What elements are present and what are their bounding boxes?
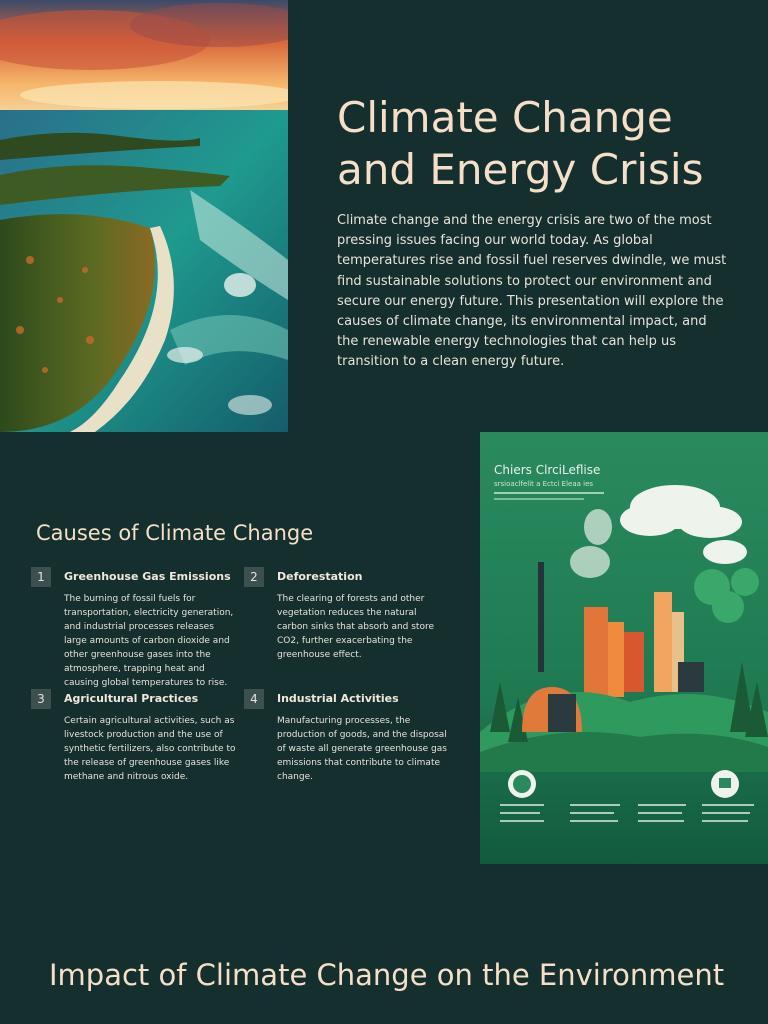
cause-item-deforestation [250, 570, 477, 662]
cause-item-greenhouse-gas [37, 570, 264, 690]
cause-title: Industrial Activities [277, 692, 399, 705]
title-line-1: Climate Change [337, 93, 673, 142]
causes-heading: Causes of Climate Change [36, 521, 314, 545]
cause-number-badge: 2 [244, 567, 264, 587]
cause-description: Manufacturing processes, the production of goods, and the disposal of waste all generate greenhouse gas emissions that contribute to climate change. [277, 716, 447, 782]
impact-heading: Impact of Climate Change on the Environment [49, 958, 725, 992]
intro-paragraph: Climate change and the energy crisis are two of the most pressing issues facing our world today. As global temperatures rise and fossil fuel reserves dwindle, we must find sustainable solutions to protect our environment and secure our energy future. This presentation will explore the causes of climate change, its environmental impact, and the renewable energy technologies that can help us transition to a clean energy future. [337, 213, 727, 370]
cause-item-industrial [250, 692, 477, 784]
cause-description: The burning of fossil fuels for transportation, electricity generation, and industrial processes releases large amounts of carbon dioxide and other greenhouse gases into the atmosphere, trapping heat and causing global temperatures to rise. [64, 594, 234, 688]
title-line-2: and Energy Crisis [337, 145, 704, 194]
cause-number-badge: 3 [31, 689, 51, 709]
cause-title: Deforestation [277, 570, 363, 583]
poster-subtitle: srsioaclfelit a Ectci Eleaa ies [494, 480, 594, 488]
cause-description: Certain agricultural activities, such as livestock production and the use of synthetic fertilizers, also contribute to the release of greenhouse gases like methane and nitrous oxide. [64, 716, 236, 782]
industrial-city-illustration [480, 432, 768, 864]
cause-title: Agricultural Practices [64, 692, 199, 705]
cause-number-badge: 4 [244, 689, 264, 709]
cause-description: The clearing of forests and other vegetation reduces the natural carbon sinks that absorb and store CO2, further exacerbating the greenhouse effect. [277, 594, 434, 660]
cause-number-badge: 1 [31, 567, 51, 587]
poster-title: Chiers ClrciLeflise [494, 463, 601, 477]
coastline-photo [0, 0, 288, 432]
cause-item-agricultural [37, 692, 264, 784]
cause-title: Greenhouse Gas Emissions [64, 570, 231, 583]
page-title [337, 92, 737, 196]
